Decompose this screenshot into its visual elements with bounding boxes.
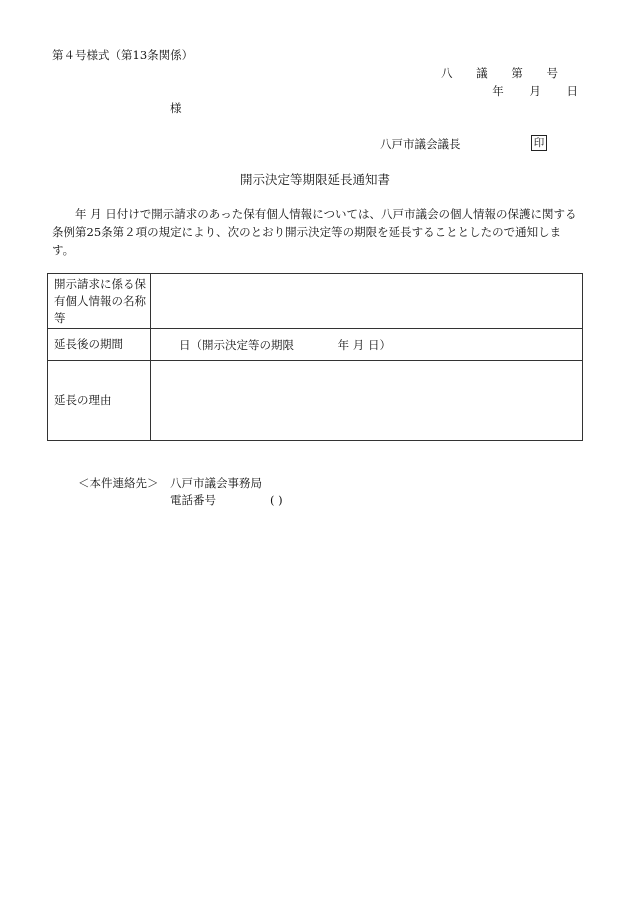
document-title: 開示決定等期限延長通知書 <box>239 172 390 187</box>
sender-name: 八戸市議会議長 <box>380 137 461 151</box>
body-paragraph: 年 月 日付けで開示請求のあった保有個人情報については、八戸市議会の個人情報の保護に関する条例第25条第２項の規定により、次のとおり開示決定等の期限を延長することとしたので通知します。 <box>52 207 577 257</box>
info-table <box>47 273 583 441</box>
label-info-name: 開示請求に係る保有個人情報の名称等 <box>48 274 151 329</box>
period-deadline-date: 年 月 日） <box>337 337 391 352</box>
contact-office: 八戸市議会事務局 <box>170 476 262 490</box>
label-extended-period: 延長後の期間 <box>48 329 151 361</box>
date-year: 年 <box>492 84 504 98</box>
reference-number: 八 議 第 号 <box>441 66 568 80</box>
label-reason: 延長の理由 <box>48 361 151 441</box>
issue-date <box>470 85 578 99</box>
contact-label: ＜本件連絡先＞ <box>78 476 159 490</box>
table-row-extended-period <box>48 329 583 361</box>
table-row-reason <box>48 361 583 441</box>
addressee-honorific: 様 <box>170 101 182 115</box>
field-extended-period[interactable] <box>151 329 583 361</box>
phone-label: 電話番号 <box>170 493 216 507</box>
seal-mark: 印 <box>531 135 547 151</box>
table-row-info-name <box>48 274 583 329</box>
period-day-text: 日（開示決定等の期限 <box>179 337 294 352</box>
phone-number-field: ( ) <box>270 493 283 507</box>
date-month: 月 <box>529 84 541 98</box>
date-day: 日 <box>566 84 578 98</box>
field-info-name[interactable] <box>151 274 583 329</box>
form-number: 第４号様式（第13条関係） <box>52 48 194 62</box>
field-reason[interactable] <box>151 361 583 441</box>
